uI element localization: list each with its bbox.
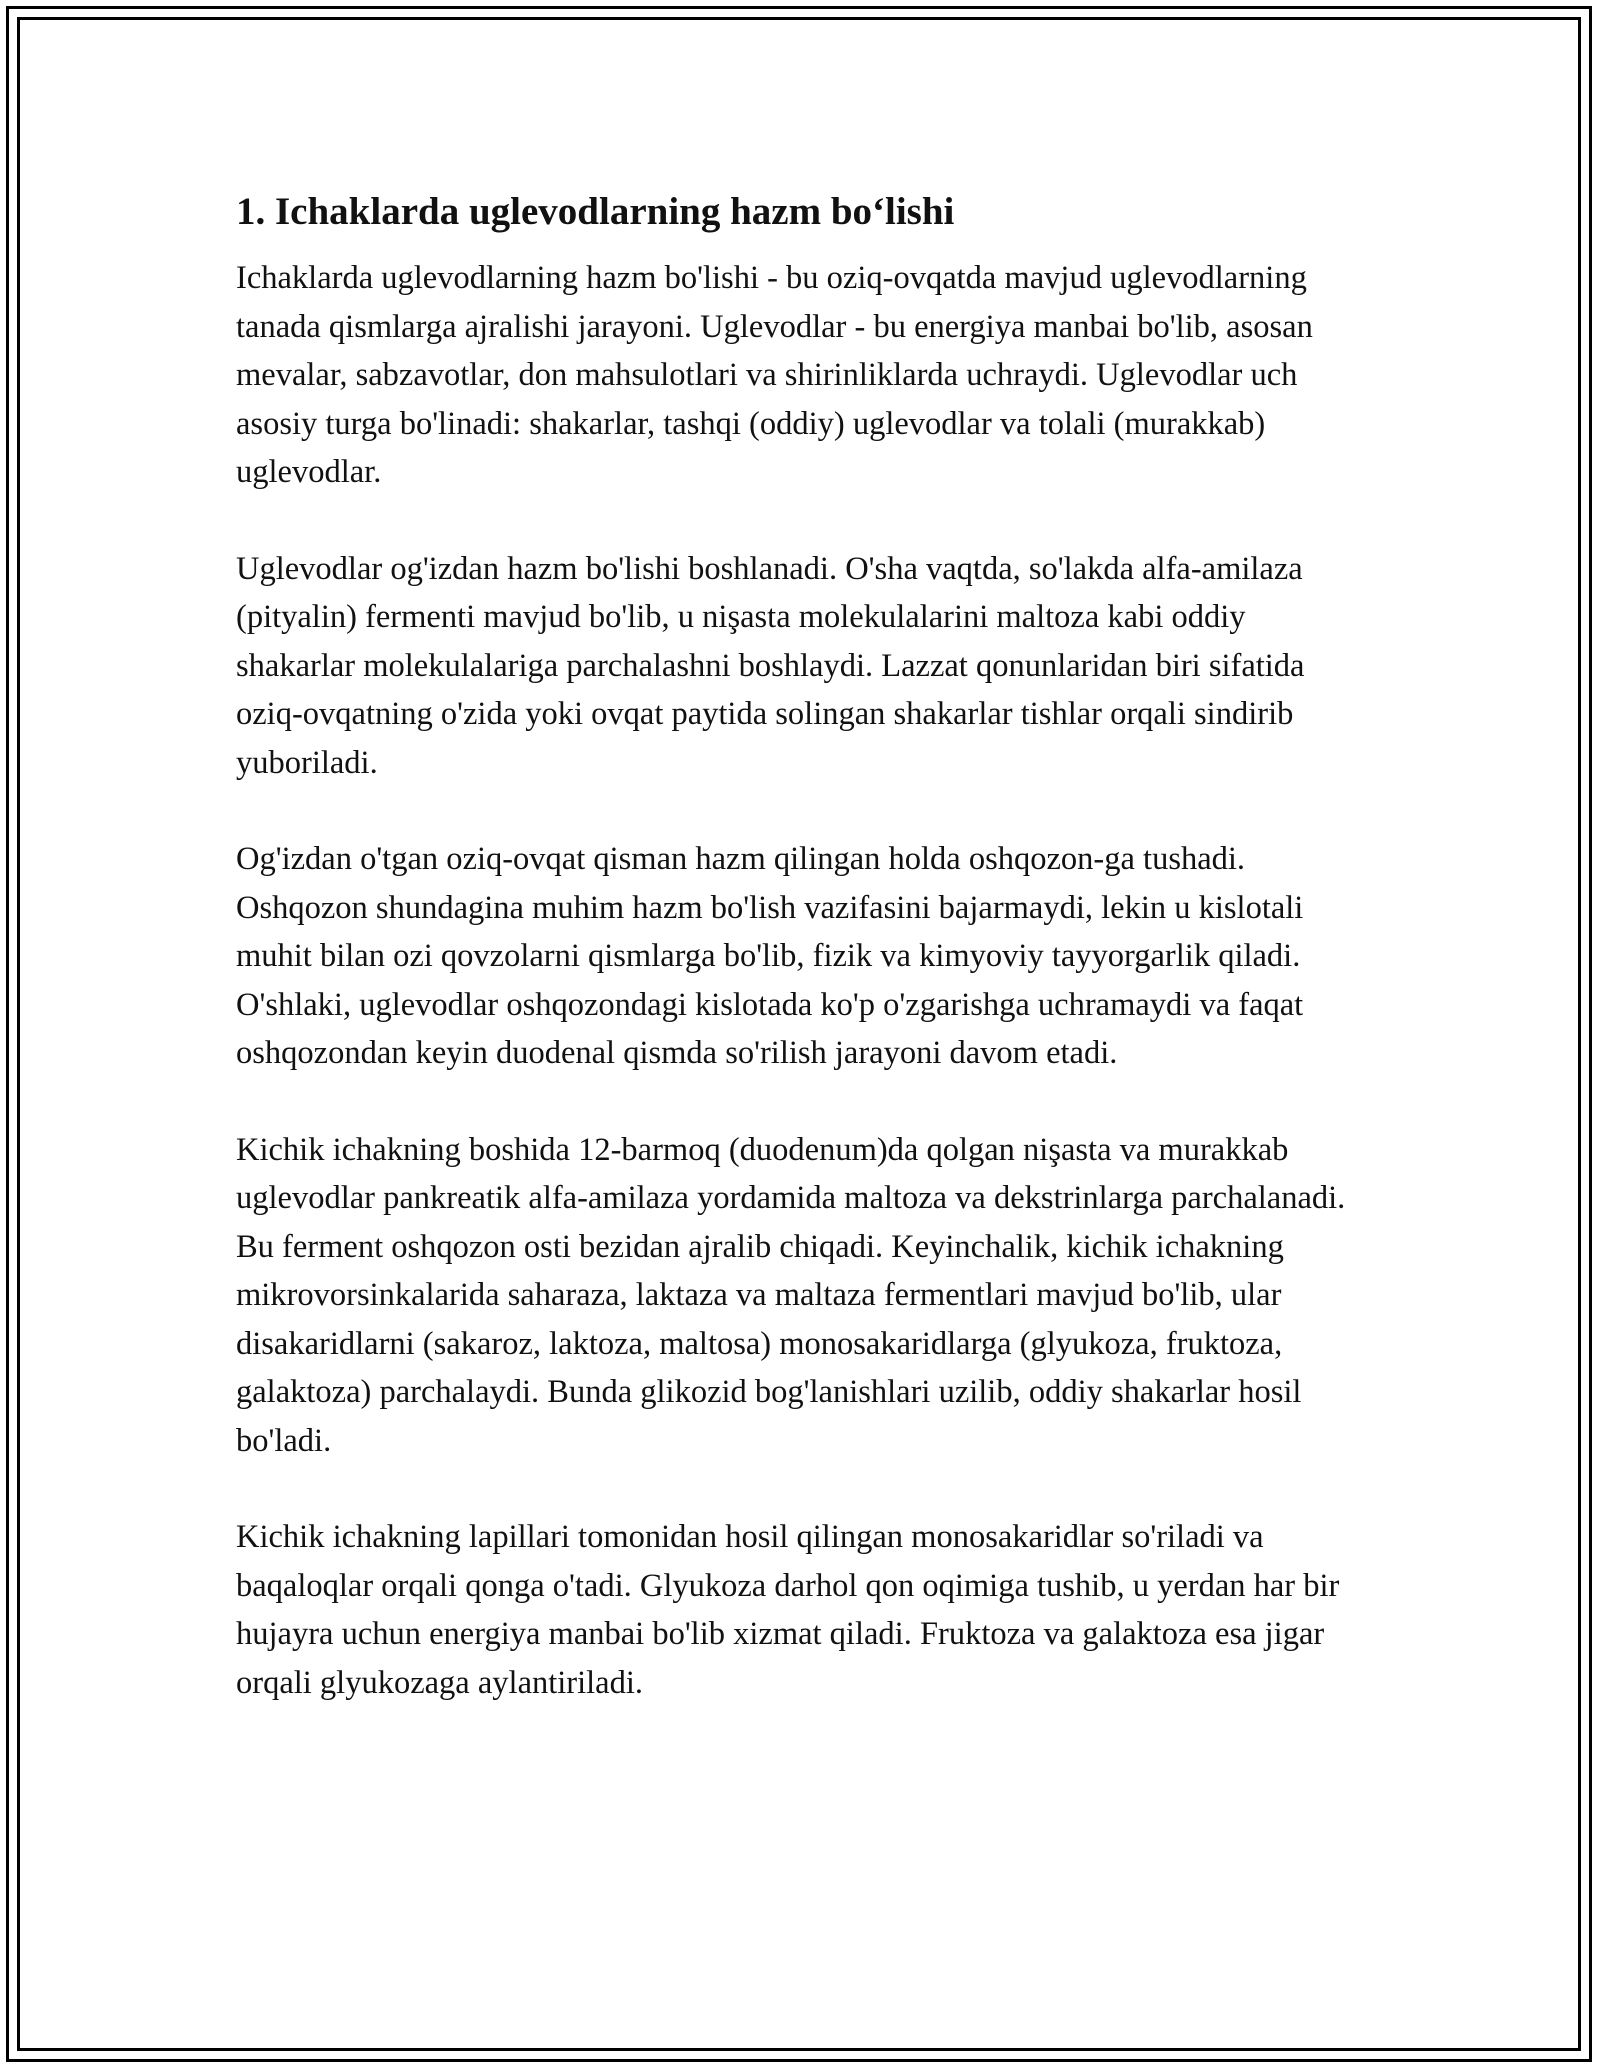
paragraph-intro: Ichaklarda uglevodlarning hazm bo'lishi - bu oziq-ovqatda mavjud uglevodlarning tanada qismlarga ajralishi jarayoni. Uglevodlar - bu energiya manbai bo'lib, asosan mevalar, sabzavotlar, don mahsulotlari va shirinliklarda uchraydi. Uglevodlar uch asosiy turga bo'linadi: shakarlar, tashqi (oddiy) uglevodlar va tolali (murakkab) uglevodlar. [236, 260, 1313, 490]
paragraph-small-intestine-digestion: Kichik ichakning boshida 12-barmoq (duodenum)da qolgan nişasta va murakkab uglevodlar pankreatik alfa-amilaza yordamida maltoza va dekstrinlarga parchalanadi. Bu ferment oshqozon osti bezidan ajralib chiqadi. Keyinchalik, kichik ichakning mikrovorsinkalarida saharaza, laktaza va maltaza fermentlari mavjud bo'lib, ular disakaridlarni (sakaroz, laktoza, maltosa) monosakaridlarga (glyukoza, fruktoza, galaktoza) parchalaydi. Bunda glikozid bog'lanishlari uzilib, oddiy shakarlar hosil bo'ladi. [236, 1131, 1346, 1459]
document-body [236, 186, 1366, 1755]
paragraph-mouth-digestion: Uglevodlar og'izdan hazm bo'lishi boshlanadi. O'sha vaqtda, so'lakda alfa-amilaza (pityalin) fermenti mavjud bo'lib, u nişasta molekulalarini maltoza kabi oddiy shakarlar molekulalariga parchalashni boshlaydi. Lazzat qonunlaridan biri sifatida oziq-ovqatning o'zida yoki ovqat paytida solingan shakarlar tishlar orqali sindirib yuboriladi. [236, 550, 1305, 781]
paragraph-absorption: Kichik ichakning lapillari tomonidan hosil qilingan monosakaridlar so'riladi va baqaloqlar orqali qonga o'tadi. Glyukoza darhol qon oqimiga tushib, u yerdan har bir hujayra uchun energiya manbai bo'lib xizmat qiladi. Fruktoza va galaktoza esa jigar orqali glyukozaga aylantiriladi. [236, 1519, 1340, 1701]
paragraph-stomach-digestion: Og'izdan o'tgan oziq-ovqat qisman hazm qilingan holda oshqozon-ga tushadi. Oshqozon shundagina muhim hazm bo'lish vazifasini bajarmaydi, lekin u kislotali muhit bilan ozi qovzolarni qismlarga bo'lib, fizik va kimyoviy tayyorgarlik qiladi. O'shlaki, uglevodlar oshqozondagi kislotada ko'p o'zgarishga uchramaydi va faqat oshqozondan keyin duodenal qismda so'rilish jarayoni davom etadi. [236, 841, 1304, 1071]
section-title: 1. Ichaklarda uglevodlarning hazm bo‘lishi [236, 190, 955, 233]
